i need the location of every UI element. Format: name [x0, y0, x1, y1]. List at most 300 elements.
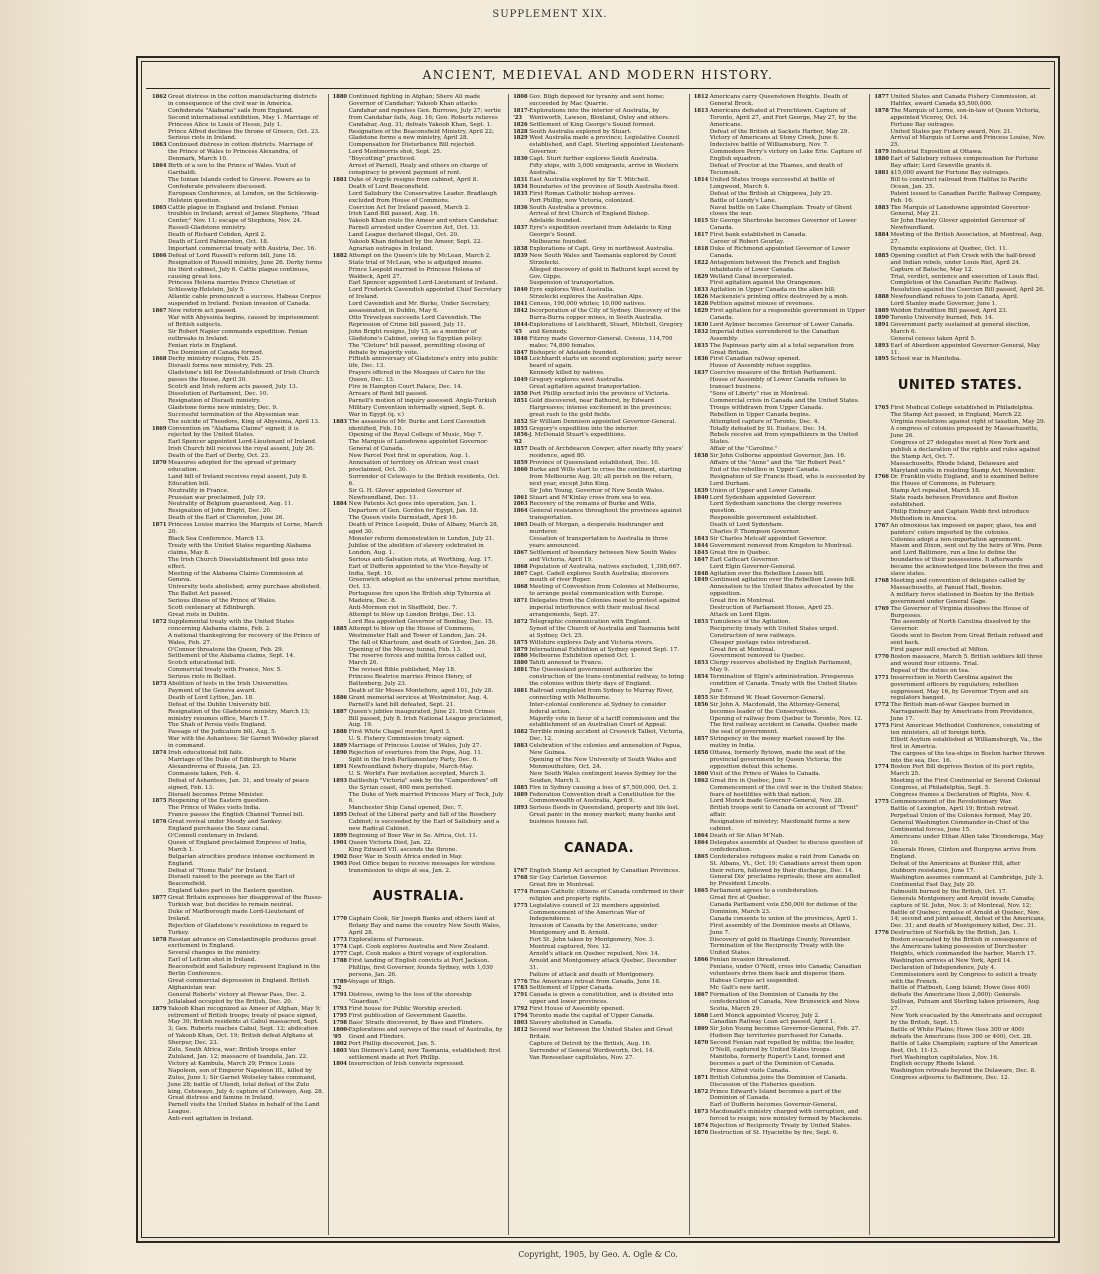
entry-text: Explorations of Furneaux.	[348, 937, 424, 944]
entry-text: Queen Victoria Died, Jan. 22.	[348, 839, 433, 846]
entry-text: Termination of Elgin's administration. Prosperous condition of Canada. Treaty with the United States June 7.	[709, 674, 857, 694]
entry-text: Bill to construct railroad from Halifax to Pacific Ocean, Jan. 25.	[890, 176, 1028, 190]
history-entry	[694, 750, 866, 771]
entry-year	[874, 461, 890, 475]
history-entry	[333, 757, 505, 764]
entry-text: Neutrality in France.	[168, 487, 229, 494]
history-entry	[694, 854, 866, 889]
history-entry	[874, 405, 1046, 412]
history-entry	[152, 135, 324, 142]
entry-year: 1857	[513, 446, 528, 453]
history-entry	[694, 653, 866, 660]
entry-text: Victory at Kambula, March 29; Prince Louis Napoleon, son of Emperor Napoleon III., killed by Zulus, June 1; Sir Garnet Wolseley takes command, June 28; battle of Ulundi, total defeat of the Zulu king, Cetewayo, July 4; capture of Cetewayo, Aug. 28.	[168, 1060, 324, 1095]
entry-text: The Marquis of Lorne, son-in-law of Queen Victoria, appointed Viceroy, Oct. 14.	[890, 107, 1041, 121]
history-entry	[513, 743, 685, 757]
entry-text: Eyre's expedition overland from Adelaide to King George's Sound.	[529, 225, 672, 239]
entry-year	[333, 301, 349, 315]
history-entry	[333, 729, 505, 736]
entry-year	[333, 792, 349, 806]
entry-year: 1871	[513, 598, 528, 605]
history-entry	[694, 1130, 866, 1137]
history-entry	[513, 951, 685, 958]
entry-year	[874, 135, 890, 149]
history-entry	[152, 294, 324, 308]
entry-year	[874, 1061, 890, 1068]
entry-text: The suicide of Theodore, King of Abyssinia, April 13.	[168, 418, 320, 425]
history-entry	[874, 647, 1046, 654]
entry-text: Explorations of Leichhardt, Stuart, Mitchell, Gregory and Kennedy.	[529, 321, 683, 335]
entry-text: The cargoes of the tea-ships in Boston harbor thrown into the sea, Dec. 16.	[890, 750, 1045, 764]
entry-year: 1840	[513, 287, 528, 294]
history-entry	[694, 722, 866, 736]
entry-text: Attempted capture of Toronto, Dec. 4.	[709, 418, 820, 425]
history-entry	[694, 405, 866, 412]
entry-year: 1835	[513, 190, 528, 197]
entry-text: Second international exhibition, May 1. Marriage of Princess Alice to Louis of Hesse, July 1.	[168, 114, 319, 128]
entry-text: The Duke of York married Princess Mary of Teck, July 6.	[348, 791, 504, 805]
entry-year	[513, 239, 529, 246]
history-entry	[333, 329, 505, 343]
entry-year	[333, 965, 349, 979]
entry-year: 1850	[513, 390, 528, 397]
history-entry	[874, 336, 1046, 343]
entry-text: Earl of Dufferin appointed to the Vice-Royalty of India, Sept. 10.	[348, 563, 489, 577]
entry-year	[152, 729, 168, 736]
history-entry	[874, 205, 1046, 219]
history-entry	[152, 591, 324, 598]
entry-text: Measures adopted for the spread of primary education.	[168, 460, 297, 473]
entry-text: Queen's jubilee inaugurated, June 21. Irish Crimes Bill passed, July 8. Irish National League proclaimed, Aug. 19.	[348, 708, 503, 729]
entry-text: A national thanksgiving for recovery of the Prince of Wales, Feb. 27.	[168, 632, 320, 646]
history-entry	[152, 446, 324, 453]
entry-text: Defeat of the Americans at Bunker Hill, after stubborn resistance, June 17.	[890, 861, 1021, 875]
history-entry	[152, 1102, 324, 1116]
entry-year	[333, 612, 349, 619]
entry-year	[152, 481, 168, 488]
entry-year: 1846	[513, 335, 528, 342]
entry-year	[152, 923, 168, 937]
entry-year: 1880	[874, 156, 889, 163]
entry-year	[694, 937, 710, 944]
entry-year: 1812	[693, 94, 709, 100]
entry-year	[152, 854, 168, 868]
history-entry	[152, 571, 324, 585]
history-entry	[694, 943, 866, 957]
entry-year: 1887	[332, 708, 348, 715]
entry-year	[694, 377, 710, 391]
column-2	[329, 94, 510, 1235]
entry-text: Disraeli forms new ministry, Feb. 25.	[168, 363, 275, 370]
entry-text: Battle of Lake Champlain; capture of the American fleet, Oct. 11-13.	[890, 1040, 1038, 1054]
entry-year: 1833	[693, 287, 709, 294]
entry-text: The Queen visits Darmstadt, April 16.	[348, 515, 458, 522]
entry-year	[152, 1047, 168, 1061]
history-entry	[152, 508, 324, 515]
entry-text: Commencement of the civil war in the United States; fears of hostilities with that nation.	[709, 784, 864, 798]
entry-year	[152, 474, 168, 481]
entry-text: British Columbia joins the Dominion of Canada.	[709, 1074, 848, 1081]
entry-text: Attempt to blow up the House of Commons, Westminster Hall and Tower of London, Jan. 24.	[348, 625, 487, 639]
history-entry	[513, 108, 685, 122]
entry-text: First paper mill erected at Milton.	[890, 647, 989, 654]
entry-year: 1848	[693, 570, 709, 577]
entry-text: King Edward VII. ascends the throne.	[348, 846, 458, 853]
entry-text: Scotch educational bill.	[168, 660, 236, 667]
history-entry	[152, 584, 324, 591]
entry-year	[874, 218, 890, 232]
entry-text: The assembly of North Carolina dissolved by the Governor.	[890, 619, 1031, 633]
history-entry	[513, 1006, 685, 1013]
history-entry	[152, 398, 324, 405]
entry-year: 1872	[693, 1088, 709, 1095]
entry-text: Gov. Bligh deposed for tyranny and sent home; succeeded by Mac Quarrie.	[529, 94, 665, 107]
entry-year: 1765	[874, 405, 889, 412]
history-entry	[152, 895, 324, 909]
history-entry	[694, 598, 866, 605]
history-entry	[513, 432, 685, 446]
history-entry	[874, 343, 1046, 357]
entry-text: Meeting of the Alabama Claims Commission at Geneva.	[168, 570, 304, 584]
entry-year	[333, 205, 349, 212]
entry-year: 1864	[152, 163, 167, 170]
entry-year: 1889	[513, 791, 528, 798]
entry-year	[152, 833, 168, 840]
entry-text: Opening of the Mersey tunnel, Feb. 13.	[348, 646, 462, 653]
entry-text: Tahiti annexed to France.	[529, 660, 604, 667]
entry-text: Boer War in South Africa ended in May.	[348, 853, 463, 860]
entry-text: First House of Assembly opened.	[529, 1006, 625, 1013]
entry-year	[333, 577, 349, 591]
entry-text: Railroad completed from Sydney to Murray River, connecting with Melbourne.	[529, 687, 674, 701]
history-entry	[874, 875, 1046, 882]
entry-year	[694, 280, 710, 287]
history-entry	[513, 958, 685, 972]
entry-text: University tests abolished; army purchase abolished.	[168, 584, 321, 591]
entry-text: Washington arrives at New York, April 14.	[890, 957, 1012, 964]
entry-year: 1840	[693, 494, 709, 501]
entry-year	[333, 640, 349, 647]
history-entry	[874, 633, 1046, 647]
entry-text: Massachusetts, Rhode Island, Delaware and Maryland unite in resisting Stamp Act, November.	[890, 460, 1036, 474]
entry-year: 1864	[693, 839, 709, 846]
entry-year: 1875	[152, 798, 167, 805]
history-entry	[333, 916, 505, 937]
entry-text: Fortune Bay outrages.	[890, 121, 955, 128]
entry-year	[874, 737, 890, 751]
history-entry	[694, 957, 866, 964]
entry-year	[333, 142, 349, 149]
history-entry	[333, 750, 505, 757]
entry-text: Gold discovered, near Bathurst, by Edward Hargreaves; intense excitement in the provinces; great rush to the gold fields.	[529, 397, 672, 418]
entry-text: Settlement of the Alabama claims, Sept. 14.	[168, 653, 295, 660]
entry-text: Gladstone's bill for Disestablishment of Irish Church passes the House, April 30.	[168, 370, 320, 384]
entry-text: Land League declared illegal, Oct. 20.	[348, 232, 459, 239]
entry-year	[152, 405, 168, 412]
entry-year: 1768	[513, 874, 528, 881]
entry-year	[694, 1033, 710, 1040]
entry-text: Death of the Earl of Clarendon, June 26.	[168, 515, 285, 522]
entry-text: Boston Port Bill deprives Boston of its port rights, March 25.	[890, 764, 1035, 778]
entry-year	[333, 557, 349, 564]
entry-text: First landing of English convicts at Port Jackson.	[348, 957, 490, 964]
history-entry	[874, 170, 1046, 177]
history-entry	[513, 211, 685, 218]
entry-text: New South Wales and Tasmania explored by Count Strzelecki.	[529, 252, 677, 266]
entry-year	[333, 246, 349, 253]
entry-text: Sir John A. Macdonald, the Attorney-General, becomes leader of the Conservatives.	[709, 701, 841, 715]
entry-year: 1812	[513, 1026, 528, 1033]
entry-year	[874, 592, 890, 606]
entry-year	[333, 218, 349, 225]
entry-text: Defeat of the British at Chippewa, July 25.	[709, 190, 833, 197]
entry-text: Fort Washington capitulates, Nov. 16.	[890, 1054, 999, 1061]
history-entry	[152, 481, 324, 488]
entry-year	[152, 515, 168, 522]
entry-year	[513, 211, 529, 218]
history-entry	[513, 198, 685, 205]
entry-year	[694, 612, 710, 619]
entry-text: Earl of Dufferin becomes Governor-General.	[709, 1102, 838, 1109]
history-entry	[333, 626, 505, 640]
history-entry	[694, 771, 866, 778]
entry-year: 1849	[693, 577, 709, 584]
history-entry	[694, 840, 866, 854]
entry-text: U. S. Fishery Commission treaty signed.	[348, 736, 465, 743]
history-entry	[874, 606, 1046, 620]
entry-text: Great distress and famine in Ireland.	[168, 1095, 275, 1102]
history-entry	[152, 557, 324, 571]
history-entry	[333, 384, 505, 391]
entry-year: 1863	[152, 142, 167, 149]
entry-year	[152, 667, 168, 674]
history-entry	[694, 584, 866, 598]
history-entry	[513, 426, 685, 433]
history-entry	[152, 874, 324, 888]
history-entry	[333, 805, 505, 812]
entry-year: 1886	[332, 694, 348, 701]
column-4	[690, 94, 871, 1235]
history-entry	[874, 274, 1046, 281]
history-entry	[152, 329, 324, 343]
entry-text: Fitzroy made Governor-General. Census, 114,700 males; 74,800 females.	[529, 335, 673, 349]
history-entry	[333, 653, 505, 667]
entry-text: Rebellion in Upper Canada begins.	[709, 411, 811, 418]
entry-year	[152, 239, 168, 246]
entry-text: Arrest of Parnell, Healy and others on charge of conspiracy to prevent payment of rent.	[348, 163, 488, 176]
entry-text: International Exhibition at Sydney opened Sept. 17.	[529, 646, 680, 653]
history-entry	[694, 391, 866, 398]
entry-text: Captain Cook, Sir Joseph Banks and others land at Botany Bay and name the country New South Wales, April 28.	[348, 916, 501, 937]
entry-text: Princess Louise marries the Marquis of Lorne, March 20.	[168, 522, 323, 536]
entry-year	[694, 405, 710, 412]
history-entry	[513, 384, 685, 391]
entry-year	[152, 363, 168, 370]
history-entry	[333, 992, 505, 1006]
history-entry	[513, 280, 685, 287]
history-entry	[513, 508, 685, 522]
entry-year: 1826	[693, 294, 709, 301]
entry-year	[874, 985, 890, 1013]
history-entry	[694, 1026, 866, 1033]
entry-text: General resistance throughout the provinces against transportation.	[529, 508, 682, 522]
entry-text: Duke of Richmond appointed Governor of Lower Canada.	[709, 245, 850, 259]
entry-year	[874, 619, 890, 633]
entry-text: Weldon Extradition Bill passed, April 23.	[890, 308, 1008, 315]
entry-text: Great revival under Moody and Sankey.	[168, 819, 283, 826]
entry-text: Capt. Cook explores Australia and New Zealand.	[348, 944, 490, 951]
history-entry	[333, 812, 505, 833]
entry-text: Parnell visits the United States in behalf of the Land League.	[168, 1102, 320, 1116]
history-entry	[874, 799, 1046, 806]
entry-year	[694, 584, 710, 598]
entry-year	[513, 267, 529, 281]
entry-text: Great fire in Quebec, June 7.	[709, 777, 793, 784]
columns	[148, 94, 1050, 1235]
title-divider	[146, 88, 1050, 89]
entry-text: Attempt to blow up London Bridge, Dec. 13.	[348, 611, 477, 618]
entry-text: The Americans retreat from Canada, June 18.	[529, 978, 661, 985]
entry-text: Charles P. Thompson Governor.	[709, 529, 801, 536]
history-entry	[333, 94, 505, 129]
history-entry	[694, 798, 866, 805]
supplement-label: SUPPLEMENT XIX.	[492, 9, 608, 20]
entry-text: Goods sent to Boston from Great Britain refused and sent back.	[890, 633, 1043, 647]
entry-text: Recovery of the remains of Burke and Wills.	[529, 501, 657, 508]
entry-year: 1829	[513, 135, 528, 142]
entry-text: British troops sent to Canada on account of "Trent" affair.	[709, 805, 859, 819]
history-entry	[694, 564, 866, 571]
entry-year	[333, 267, 349, 281]
entry-year	[513, 716, 529, 730]
entry-year	[874, 1068, 890, 1075]
entry-year	[874, 495, 890, 509]
entry-year: 1836	[693, 356, 709, 363]
entry-text: Washington retreats beyond the Delaware, Dec. 8.	[890, 1068, 1036, 1075]
entry-year: 1880	[332, 94, 348, 100]
entry-text: Reopening of the Eastern question.	[168, 798, 271, 805]
history-entry	[152, 515, 324, 522]
entry-year	[152, 280, 168, 294]
history-entry	[694, 1082, 866, 1089]
history-entry	[694, 377, 866, 391]
entry-text: Death of Lord Palmerston, Oct. 18.	[168, 239, 269, 246]
entry-text: Death of Lord Beaconsfield.	[348, 183, 429, 190]
entry-text: The Shah of Persia visits England.	[168, 722, 267, 729]
entry-year: 1818	[693, 245, 709, 252]
entry-text: Continental Fast Day, July 20.	[890, 881, 976, 888]
entry-year: 1884	[874, 232, 889, 239]
entry-year	[333, 653, 349, 667]
entry-text: Newfoundland fishery dispute, March-May.	[348, 763, 474, 770]
entry-text: Lord Sydenham appointed Governor.	[709, 494, 817, 501]
entry-year: 1864	[513, 508, 528, 515]
entry-year	[874, 813, 890, 820]
history-entry	[513, 156, 685, 163]
entry-year: 1795	[332, 1013, 348, 1020]
entry-year: 1881	[513, 667, 528, 674]
entry-year	[333, 412, 349, 419]
entry-text: Canada is given a constitution, and is divided into upper and lower provinces.	[529, 992, 674, 1006]
entry-text: Yakoob Khan defeated by the Ameer, Sept. 22.	[348, 239, 483, 246]
entry-year: 1871	[152, 522, 167, 529]
history-entry	[152, 439, 324, 446]
entry-text: Eyre explores West Australia.	[529, 287, 615, 294]
entry-year	[152, 868, 168, 875]
history-entry	[333, 356, 505, 370]
entry-year: 1883	[874, 204, 889, 211]
history-entry	[152, 729, 324, 736]
history-entry	[333, 453, 505, 460]
entry-text: Insurrection of Irish convicts repressed.	[348, 1061, 465, 1068]
entry-text: Prayers offered in the Mosques of Cairo for the Queen, Dec. 13.	[348, 370, 486, 384]
history-entry	[694, 239, 866, 246]
entry-year	[333, 211, 349, 218]
entry-text: Government party sustained at general election, March 6.	[890, 321, 1031, 335]
entry-year	[152, 909, 168, 923]
entry-year	[333, 184, 349, 191]
entry-year: 1890	[332, 750, 348, 757]
history-entry	[152, 405, 324, 412]
entry-year	[513, 1048, 529, 1055]
entry-text: Elliott Asylum established at Williamsburgh, Va., the first in America.	[890, 736, 1043, 750]
history-entry	[874, 834, 1046, 848]
entry-year: 1776	[874, 930, 889, 937]
history-entry	[874, 965, 1046, 972]
entry-text: First bank established in Canada.	[709, 232, 807, 239]
history-entry	[152, 460, 324, 474]
entry-year: 1783	[513, 985, 528, 992]
history-entry	[694, 716, 866, 723]
history-entry	[513, 184, 685, 191]
entry-year	[152, 647, 168, 654]
entry-text: Serious riots in Belfast.	[168, 674, 236, 681]
history-entry	[694, 647, 866, 654]
entry-text: John Bright resigns, July 15, as a member of Gladstone's Cabinet, owing to Egyptian policy.	[348, 328, 483, 342]
entry-year: 1766	[874, 474, 889, 481]
entry-text: Capt. Cook makes a third voyage of exploration.	[348, 950, 488, 957]
entry-text: Yakoob Khan routs the Ameer and enters Candahar.	[348, 218, 499, 225]
entry-text: Prussian war proclaimed, July 19.	[168, 494, 266, 501]
entry-year	[694, 964, 710, 978]
entry-year: 1866	[152, 252, 167, 259]
entry-text: Philip Embury and Captain Webb first introduce Methodism in America.	[890, 508, 1030, 522]
history-entry	[694, 412, 866, 419]
history-entry	[152, 688, 324, 695]
entry-year: 1879	[152, 1005, 167, 1012]
history-entry	[694, 536, 866, 543]
history-entry	[152, 868, 324, 875]
history-entry	[152, 260, 324, 281]
entry-year: 1768	[874, 578, 889, 584]
history-entry	[333, 979, 505, 993]
entry-text: Battle of Lexington, April 19; British retreat.	[890, 805, 1020, 812]
entry-year	[694, 916, 710, 923]
history-entry	[152, 343, 324, 350]
history-entry	[874, 253, 1046, 267]
history-entry	[874, 301, 1046, 308]
entry-year	[513, 944, 529, 951]
entry-year	[152, 343, 168, 350]
history-entry	[513, 805, 685, 812]
history-entry	[694, 923, 866, 937]
entry-year: 1865	[513, 522, 528, 529]
entry-text: Incorporation of the City of Sydney. Discovery of the Burra-Burra copper mines, in South Australia.	[529, 308, 681, 321]
history-entry	[694, 308, 866, 322]
history-entry	[152, 633, 324, 647]
entry-year: 1879	[513, 646, 528, 653]
entry-text: Gladstone forms new ministry, Dec. 9.	[168, 404, 278, 411]
history-entry	[152, 239, 324, 246]
